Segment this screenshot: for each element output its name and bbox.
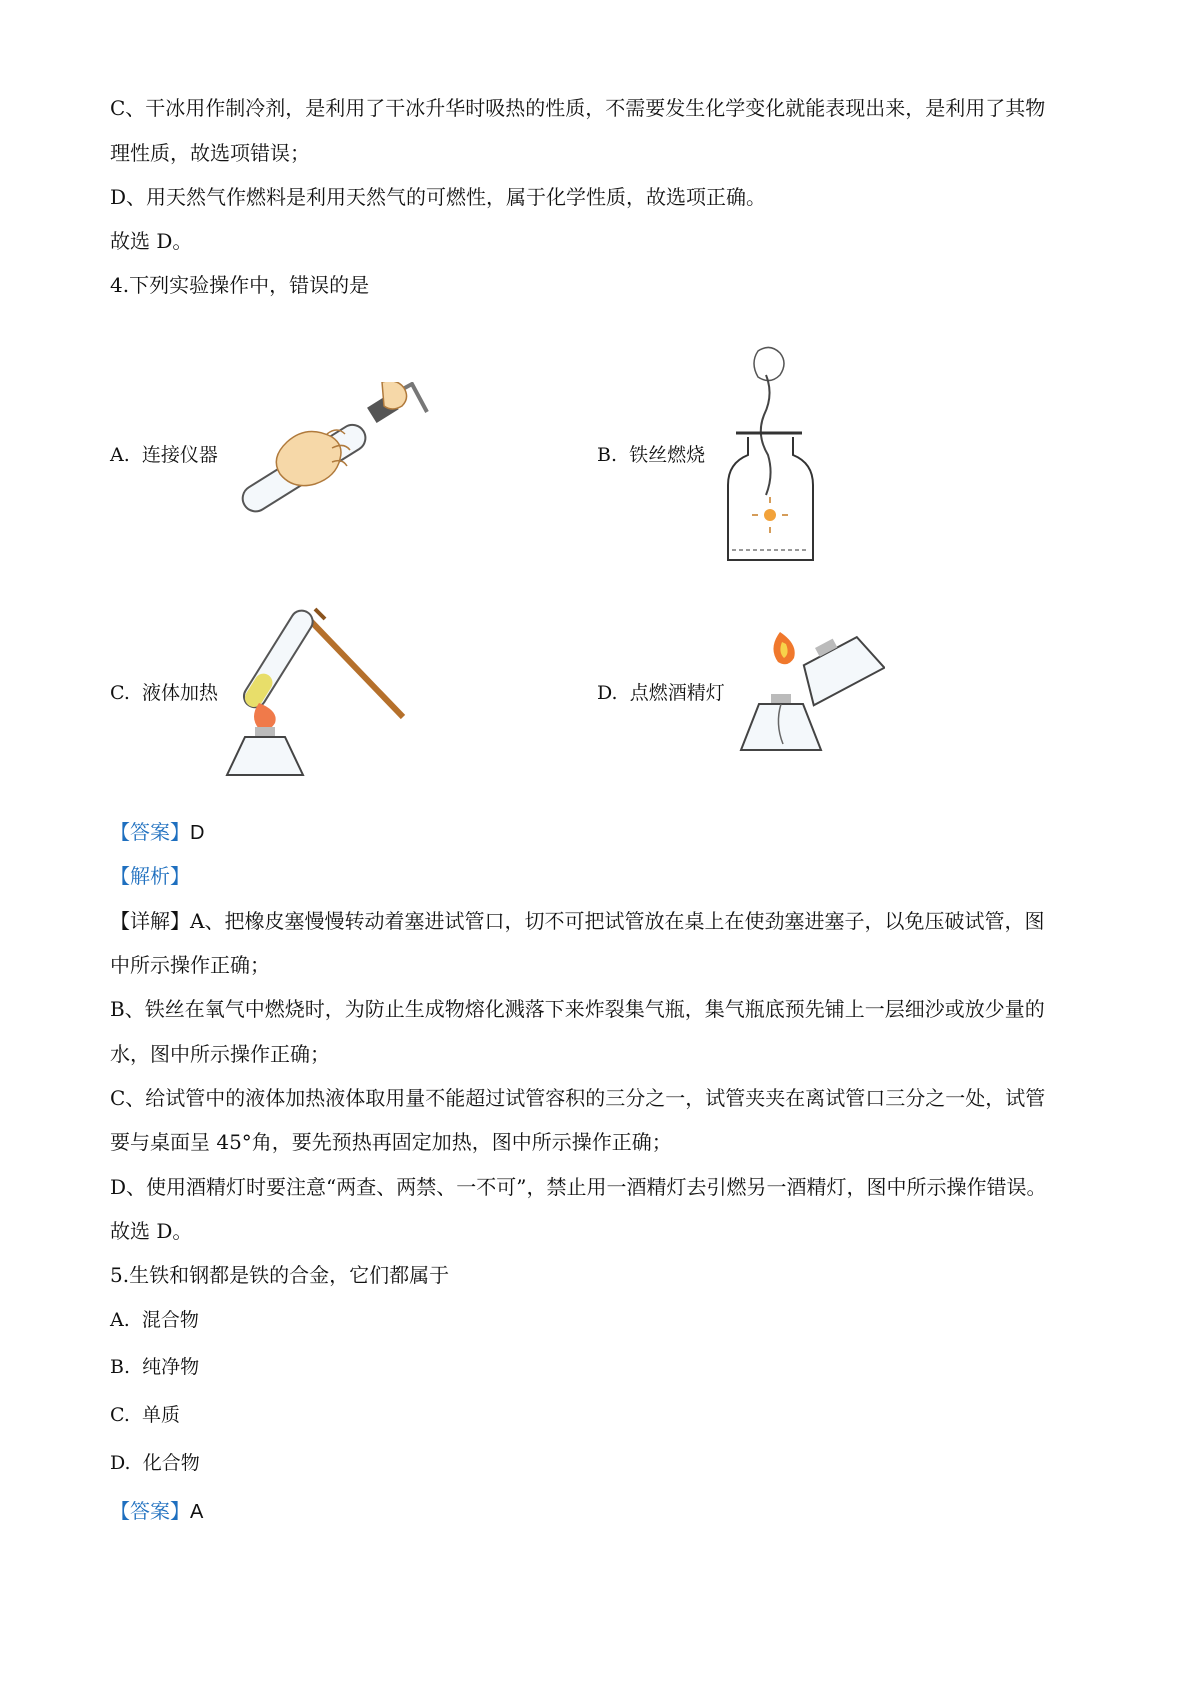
q5-option-d xyxy=(110,1449,200,1477)
q5-option-b xyxy=(110,1353,199,1381)
q5-answer-value: A xyxy=(190,1501,204,1523)
q4-detail-d: D、使用酒精灯时要注意“两查、两禁、一不可”，禁止用一酒精灯去引燃另一酒精灯，图中所示操作错误。 xyxy=(110,1175,1047,1199)
q5-stem: 5.生铁和钢都是铁的合金，它们都属于 xyxy=(110,1263,450,1287)
q4-option-d-letter: D. xyxy=(597,682,618,704)
q4-detail-b-line2: 水，图中所示操作正确； xyxy=(110,1042,330,1066)
q3-option-d-line: D、用天然气作燃料是利用天然气的可燃性，属于化学性质，故选项正确。 xyxy=(110,185,767,209)
q4-conclusion: 故选 D。 xyxy=(110,1219,193,1243)
q4-figure-d-lighting-alcohol-lamp xyxy=(735,620,885,760)
q3-option-c-line2: 理性质，故选项错误； xyxy=(110,141,310,165)
q4-detail-a-line1 xyxy=(110,907,1044,935)
q4-option-b-letter: B. xyxy=(597,444,618,466)
q4-option-c-text: 液体加热 xyxy=(142,682,219,704)
q4-answer-tag: 【答案】 xyxy=(110,820,190,844)
q5-option-a-text: 混合物 xyxy=(141,1309,199,1331)
q4-answer xyxy=(110,818,204,847)
q3-conclusion: 故选 D。 xyxy=(110,229,193,253)
q4-detail-c-line1: C、给试管中的液体加热液体取用量不能超过试管容积的三分之一，试管夹夹在离试管口三分之一处，试管 xyxy=(110,1086,1046,1110)
q5-option-c-letter: C. xyxy=(110,1404,130,1426)
q4-figure-c-liquid-heating xyxy=(225,605,410,785)
q4-detail-tag: 【详解】 xyxy=(110,909,190,933)
q4-option-d xyxy=(597,679,725,707)
q5-option-a-letter: A. xyxy=(110,1309,130,1331)
q5-option-d-letter: D. xyxy=(110,1452,131,1474)
q4-option-d-text: 点燃酒精灯 xyxy=(629,682,725,704)
q4-option-c xyxy=(110,679,218,707)
q4-detail-c-line2: 要与桌面呈 45°角，要先预热再固定加热，图中所示操作正确； xyxy=(110,1130,672,1154)
q4-option-a xyxy=(110,441,218,469)
q5-option-a xyxy=(110,1306,199,1334)
q4-option-b xyxy=(597,441,705,469)
q4-figure-b-iron-wire-burning xyxy=(718,345,823,565)
q4-analysis-tag: 【解析】 xyxy=(110,864,190,888)
q5-option-b-letter: B. xyxy=(110,1356,131,1378)
q5-answer-tag: 【答案】 xyxy=(110,1499,190,1523)
q4-detail-a-line2: 中所示操作正确； xyxy=(110,953,270,977)
q5-option-b-text: 纯净物 xyxy=(142,1356,200,1378)
q5-option-d-text: 化合物 xyxy=(142,1452,200,1474)
q3-option-c-line1: C、干冰用作制冷剂，是利用了干冰升华时吸热的性质，不需要发生化学变化就能表现出来，是利用了其物 xyxy=(110,96,1046,120)
q5-answer xyxy=(110,1497,203,1526)
q4-detail-b-line1: B、铁丝在氧气中燃烧时，为防止生成物熔化溅落下来炸裂集气瓶，集气瓶底预先铺上一层细沙或放少量的 xyxy=(110,997,1045,1021)
q4-detail-a-text: A、把橡皮塞慢慢转动着塞进试管口，切不可把试管放在桌上在使劲塞进塞子，以免压破试管，图 xyxy=(190,909,1045,933)
q4-option-a-letter: A. xyxy=(110,444,130,466)
q4-figure-a-connect-apparatus xyxy=(232,382,442,527)
q4-answer-value: D xyxy=(190,822,205,844)
q5-option-c xyxy=(110,1401,180,1429)
q4-option-a-text: 连接仪器 xyxy=(141,444,218,466)
q4-option-c-letter: C. xyxy=(110,682,130,704)
q4-stem: 4.下列实验操作中，错误的是 xyxy=(110,273,370,297)
q5-option-c-text: 单质 xyxy=(142,1404,181,1426)
q4-option-b-text: 铁丝燃烧 xyxy=(629,444,706,466)
